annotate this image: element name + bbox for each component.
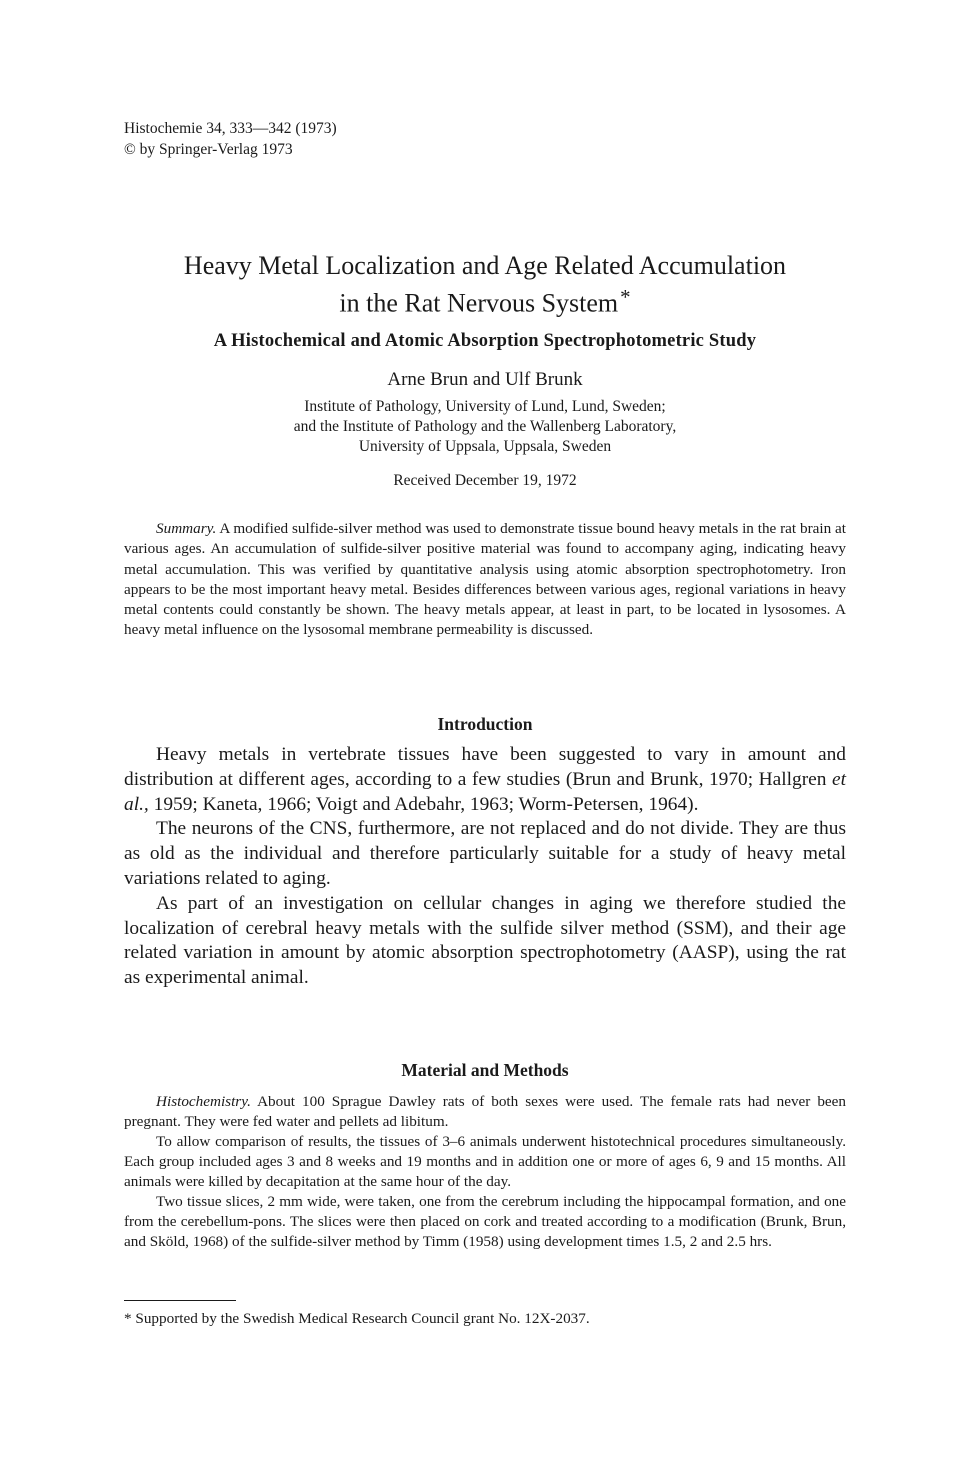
- methods-paragraph: To allow comparison of results, the tissues of 3–6 animals underwent histotechnical procedures simultaneously. Each group included ages 3 and 8 weeks and 19 months and in addition one or more of ages 6, 9 and 15 months. All animals were killed by decapitation at the same hour of the day.: [124, 1133, 846, 1190]
- title-line-2: in the Rat Nervous System: [339, 288, 619, 318]
- summary-text: A modified sulfide-silver method was used to demonstrate tissue bound heavy metals in the rat brain at various ages. An accumulation of sulfide-silver positive material was found to accompany aging, indicating heavy metal accumulation. This was verified by quantitative analysis using atomic absorption spectrophotometry. Iron appears to be the most important heavy metal. Besides differences between various ages, regional variations in heavy metal contents could constantly be shown. The heavy metals appear, at least in part, to be located in lysosomes. A heavy metal influence on the lysosomal membrane permeability is discussed.: [124, 520, 846, 639]
- affiliation-line: University of Uppsala, Uppsala, Sweden: [358, 438, 612, 456]
- title-footnote-marker[interactable]: *: [620, 286, 631, 309]
- methods-p1-label: Histochemistry.: [156, 1093, 251, 1110]
- footnote: * Supported by the Swedish Medical Research Council grant No. 12X-2037.: [124, 1310, 590, 1327]
- methods-heading: Material and Methods: [401, 1060, 569, 1080]
- article-subtitle: A Histochemical and Atomic Absorption Spectrophotometric Study: [213, 331, 757, 352]
- intro-paragraph: [124, 743, 846, 817]
- footnote-divider: [124, 1300, 236, 1301]
- intro-p1-etal: et al.,: [124, 768, 847, 815]
- journal-copyright: © by Springer-Verlag 1973: [124, 141, 293, 158]
- article-title: [124, 250, 846, 319]
- title-block: [124, 250, 846, 491]
- affiliation-line: Institute of Pathology, University of Lund, Lund, Sweden;: [304, 398, 666, 416]
- methods-body: [124, 1092, 846, 1252]
- affiliations: [124, 397, 846, 457]
- affiliation-line: and the Institute of Pathology and the Wallenberg Laboratory,: [293, 418, 677, 436]
- intro-paragraph: The neurons of the CNS, furthermore, are not replaced and do not divide. They are thus as old as the individual and therefore particularly suitable for a study of heavy metal variations related to aging.: [124, 818, 846, 889]
- journal-header: [124, 118, 337, 160]
- title-line-1: Heavy Metal Localization and Age Related Accumulation: [183, 251, 787, 280]
- methods-paragraph: [124, 1092, 846, 1132]
- journal-citation: Histochemie 34, 333—342 (1973): [124, 120, 337, 137]
- summary-paragraph: [124, 519, 846, 641]
- intro-p1-before: Heavy metals in vertebrate tissues have been suggested to vary in amount and distribution at different ages, according to a few studies (Brun and Brunk, 1970; Hallgren: [124, 744, 846, 790]
- summary-label: Summary.: [156, 520, 217, 537]
- intro-paragraph: As part of an investigation on cellular changes in aging we therefore studied the localization of cerebral heavy metals with the sulfide silver method (SSM), and their age related variation in amount by atomic absorption spectrophotometry (AASP), using the rat as experimental animal.: [124, 892, 846, 989]
- intro-p1-after: 1959; Kaneta, 1966; Voigt and Adebahr, 1963; Worm-Petersen, 1964).: [153, 793, 699, 815]
- authors: Arne Brun and Ulf Brunk: [387, 369, 583, 391]
- introduction-body: [124, 743, 846, 991]
- methods-p1-text: About 100 Sprague Dawley rats of both sexes were used. The female rats had never been pregnant. They were fed water and pellets ad libitum.: [124, 1093, 846, 1130]
- received-date: Received December 19, 1972: [393, 472, 577, 490]
- methods-paragraph: Two tissue slices, 2 mm wide, were taken, one from the cerebrum including the hippocampal formation, and one from the cerebellum-pons. The slices were then placed on cork and treated according to a modification (Brunk, Brun, and Sköld, 1968) of the sulfide-silver method by Timm (1958) using development times 1.5, 2 and 2.5 hrs.: [124, 1193, 846, 1250]
- introduction-heading: Introduction: [437, 714, 533, 734]
